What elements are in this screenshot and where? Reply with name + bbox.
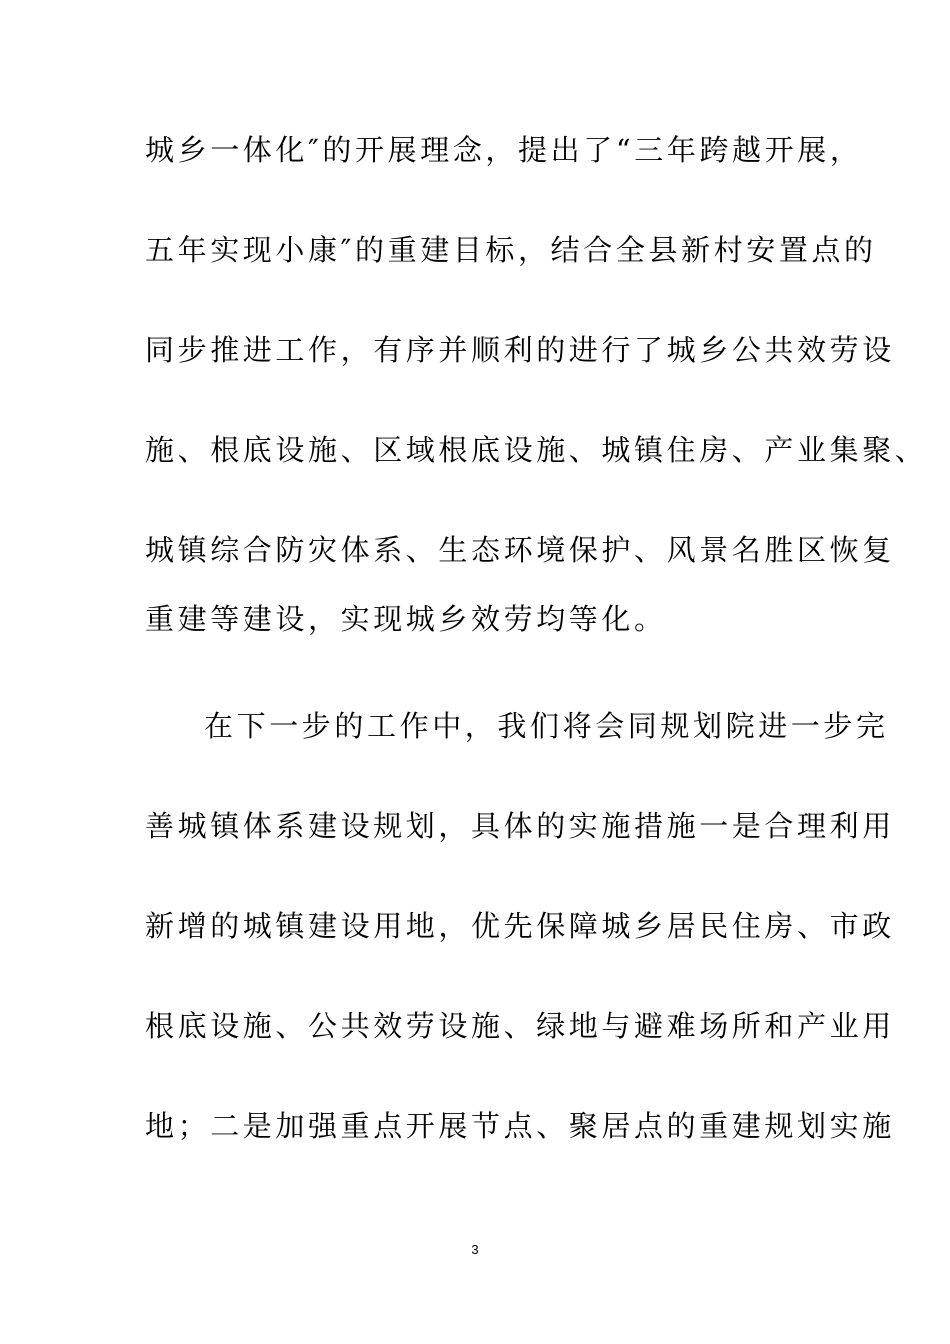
text-line: 新增的城镇建设用地，优先保障城乡居民住房、市政 bbox=[145, 909, 895, 943]
text-line: 同步推进工作，有序并顺利的进行了城乡公共效劳设 bbox=[145, 333, 895, 367]
text-line: 城镇综合防灾体系、生态环境保护、风景名胜区恢复 bbox=[145, 533, 895, 567]
text-line: 重建等建设，实现城乡效劳均等化。 bbox=[145, 602, 667, 636]
paragraph-first-line: 在下一步的工作中，我们将会同规划院进一步完 bbox=[204, 709, 889, 743]
text-line: 五年实现小康″的重建目标，结合全县新村安置点的 bbox=[145, 233, 877, 267]
text-line: 城乡一体化″的开展理念，提出了“三年跨越开展， bbox=[145, 133, 863, 167]
text-line: 善城镇体系建设规划，具体的实施措施一是合理利用 bbox=[145, 809, 895, 843]
text-line: 根底设施、公共效劳设施、绿地与避难场所和产业用 bbox=[145, 1009, 895, 1043]
text-line: 地；二是加强重点开展节点、聚居点的重建规划实施 bbox=[145, 1109, 895, 1143]
page-number: 3 bbox=[471, 1242, 479, 1257]
text-line: 施、根底设施、区域根底设施、城镇住房、产业集聚、 bbox=[145, 433, 928, 467]
